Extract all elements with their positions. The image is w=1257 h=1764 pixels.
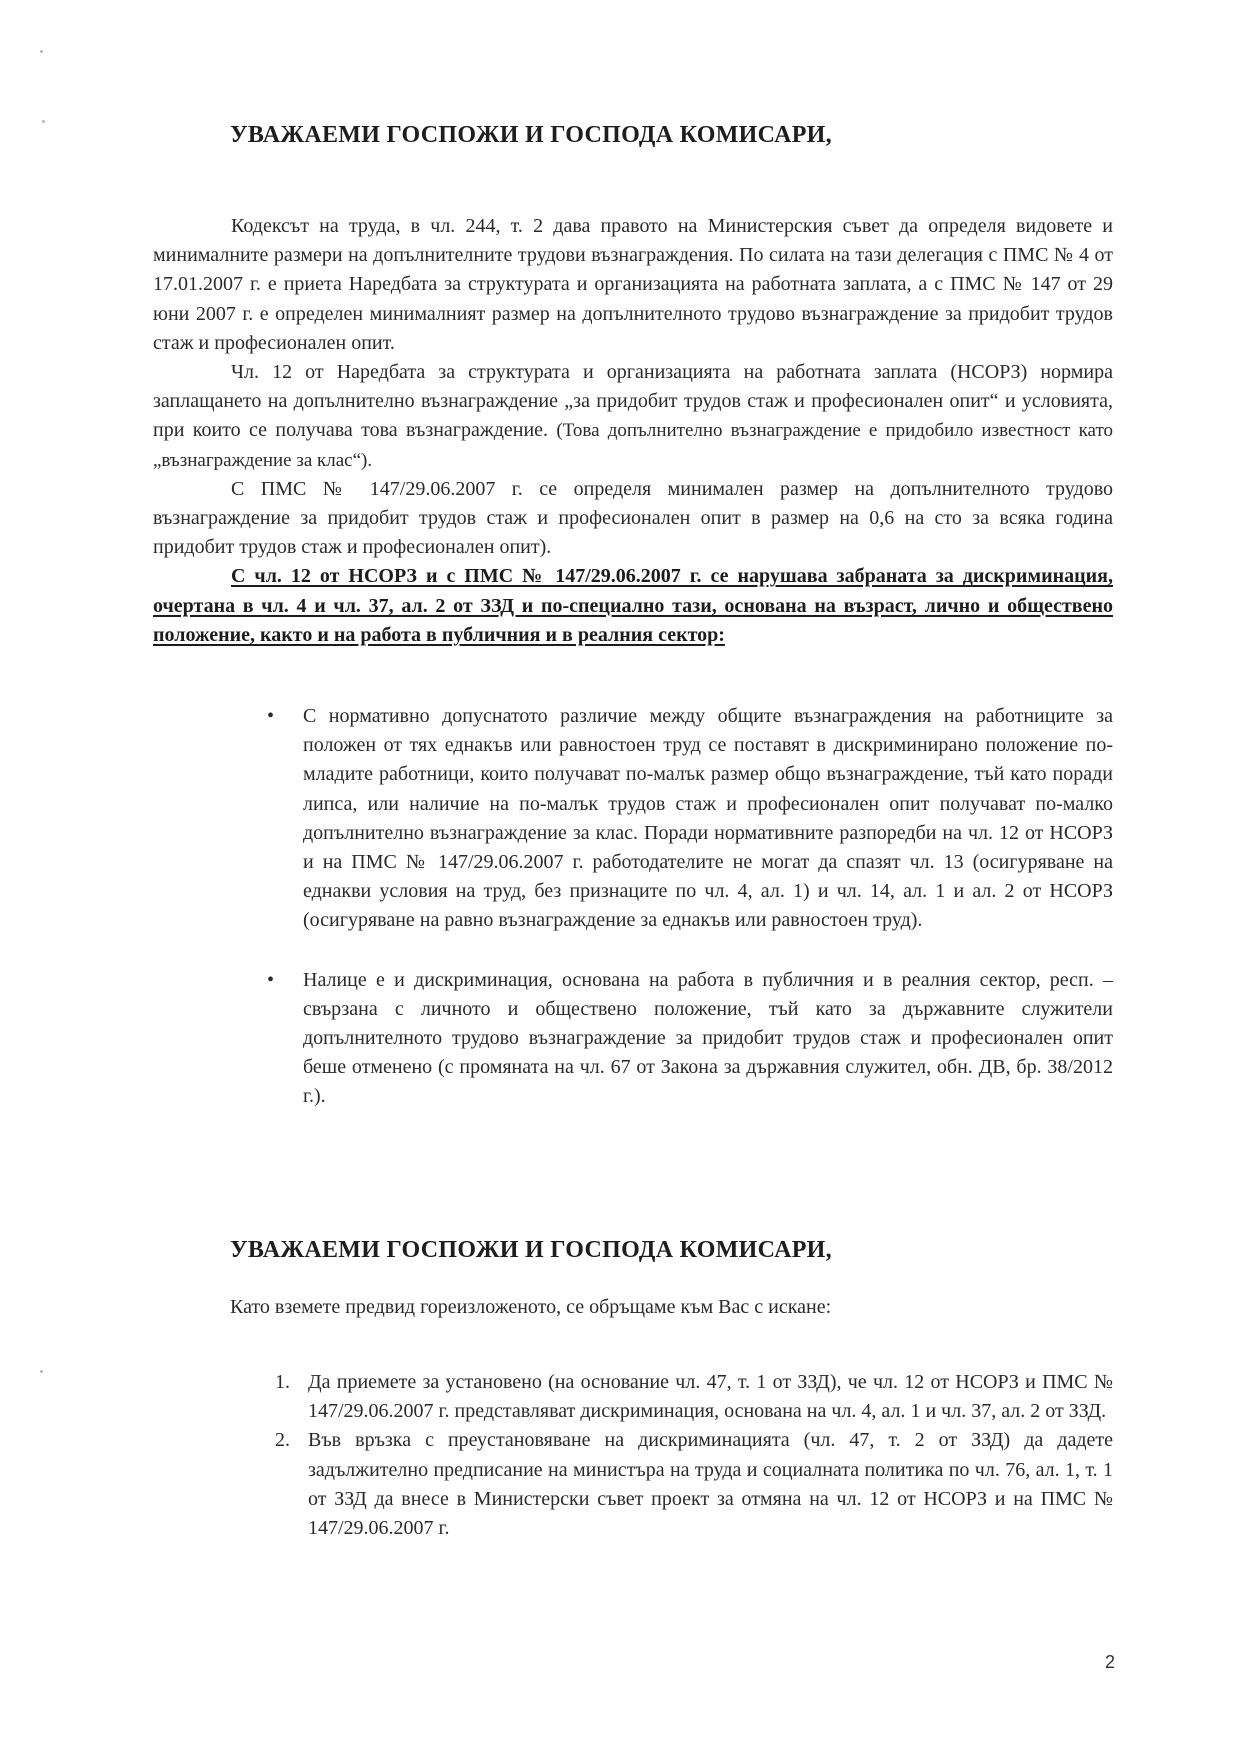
discrimination-bullets [267,702,1113,1112]
paragraph-nsorz-main: Чл. 12 от Наредбата за структурата и организацията на работната заплата (НСОРЗ) нормира заплащането на допълнително възнаграждение „за придобит трудов стаж и професионален опит“ и условията, при които се получава това възнаграждение. [153,361,1113,442]
scan-speck [42,120,45,123]
bullet-text: Налице е и дискриминация, основана на работа в публичния и в реалния сектор, респ. – свързана с личното и обществено положение, тъй като за държавните служители допълнителното трудово възнаграждение за придобит трудов стаж и професионален опит беше отменено (с промяната на чл. 67 от Закона за държавния служител, обн. ДВ, бр. 38/2012 г.). [303,968,1113,1108]
list-number: 1. [275,1371,290,1393]
bullet-text: С нормативно допуснатото различие между общите възнаграждения на работниците за положен от тях еднакъв или равностоен труд се поставят в дискриминирано положение по-младите работници, които получават по-малък размер общо възнаграждение, тъй като поради липса, или наличие на по-малък трудов стаж и професионален опит получават по-малко допълнително възнаграждение за клас. Поради нормативните разпоредби на чл. 12 от НСОРЗ и на ПМС № 147/29.06.2007 г. работодателите не могат да спазят чл. 13 (осигуряване на еднакви условия на труд, без признаците по чл. 4, ал. 1) и чл. 14, ал. 1 и ал. 2 от НСОРЗ (осигуряване на равно възнаграждение за еднакъв или равностоен труд). [303,705,1113,932]
bullet-icon: • [267,968,275,991]
list-number: 2. [275,1429,290,1452]
paragraph-violation-emphasis: С чл. 12 от НСОРЗ и с ПМС № 147/29.06.2007 г. се нарушава забраната за дискриминация, очертана в чл. 4 и чл. 37, ал. 2 от ЗЗД и по-специално тази, основана на възраст, лично и обществено положение, както и на работа в публичния и в реалния сектор: [153,565,1113,646]
page-number: 2 [1105,1652,1116,1672]
list-item [275,1426,1113,1543]
scan-speck [40,50,43,53]
request-intro: Като вземете предвид гореизложеното, се обръщаме към Вас с искане: [230,1296,832,1318]
heading-addressees: УВАЖАЕМИ ГОСПОЖИ И ГОСПОДА КОМИСАРИ, [230,122,832,148]
paragraph-labor-code: Кодексът на труда, в чл. 244, т. 2 дава правото на Министерския съвет да определя видовете и минималните размери на допълнителните трудови възнаграждения. По силата на тази делегация с ПМС № 4 от 17.01.2007 г. е приета Наредбата за структурата и организацията на работната заплата, а с ПМС № 147 от 29 юни 2007 г. е определен минималният размер на допълнителното трудово възнаграждение за придобит трудов стаж и професионален опит. [153,215,1113,354]
heading-addressees-repeat: УВАЖАЕМИ ГОСПОЖИ И ГОСПОДА КОМИСАРИ, [230,1237,832,1263]
body-text-block [153,212,1113,650]
list-item [275,1368,1113,1426]
list-item [267,966,1113,1112]
request-list [275,1368,1113,1543]
scan-speck [40,1370,43,1373]
paragraph-nsorz-note: (Това допълнително възнаграждение е придобило известност като „възнаграждение за клас“). [153,420,1114,471]
paragraph-nsorz-article [153,358,1113,475]
list-item [267,702,1113,936]
paragraph-pms-147: С ПМС № 147/29.06.2007 г. се определя минимален размер на допълнителното трудово възнаграждение за придобит трудов стаж и професионален опит в размер на 0,6 на сто за всяка година придобит трудов стаж и професионален опит). [153,477,1113,559]
bullet-icon: • [267,705,275,727]
request-text: Във връзка с преустановяване на дискриминацията (чл. 47, т. 2 от ЗЗД) да дадете задължително предписание на министъра на труда и социалната политика по чл. 76, ал. 1, т. 1 от ЗЗД да внесе в Министерски съвет проект за отмяна на чл. 12 от НСОРЗ и на ПМС № 147/29.06.2007 г. [308,1429,1113,1540]
request-text: Да приемете за установено (на основание чл. 47, т. 1 от ЗЗД), че чл. 12 от НСОРЗ и ПМС № 147/29.06.2007 г. представляват дискриминация, основана на чл. 4, ал. 1 и чл. 37, ал. 2 от ЗЗД. [308,1371,1113,1423]
